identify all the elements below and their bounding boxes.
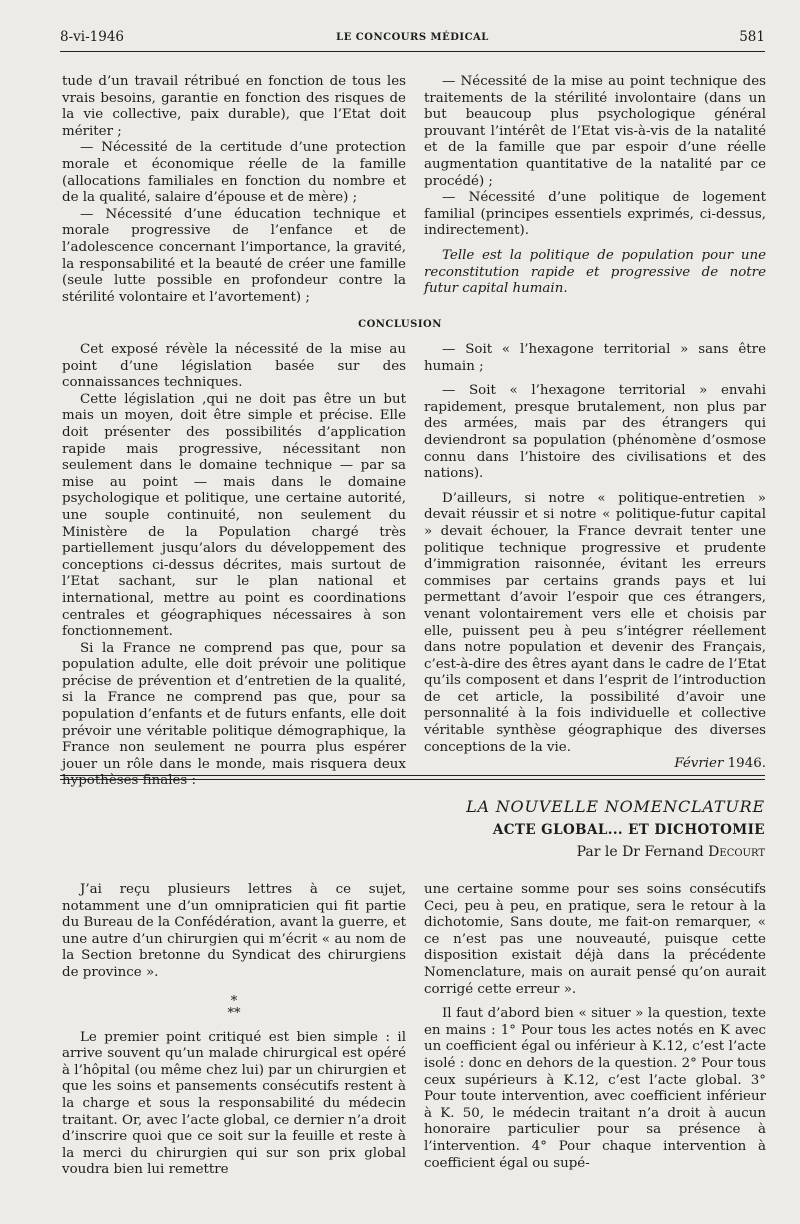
page-number: 581 (739, 29, 765, 45)
paragraph: Si la France ne comprend pas que, pour sa population adulte, elle doit prévoir une politique précise de prévention et d’entretien de la qualité, si la France ne comprend pas que, pour sa population d’enfants et de futurs enfants, elle doit prévoir une véritable politique démographique, la France non seulement ne pourra plus espérer jouer un rôle dans le monde, mais risquera deux hypothèses finales : (62, 640, 406, 789)
section-divider (60, 775, 765, 780)
paragraph: Le premier point critiqué est bien simple : il arrive souvent qu’un malade chirurgical est opéré à l’hôpital (ou même chez lui) par un chirurgien et que les soins et pansements consécutifs restent à la charge et sous la responsabilité du médecin traitant. Or, avec l’acte global, ce dernier n’a droit d’inscrire quoi que ce soit sur la feuille et reste à la merci du chirurgien qui sur son prix global voudra bien lui remettre (62, 1029, 406, 1178)
paragraph: Telle est la politique de population pour une reconstitution rapide et progressive de notre futur capital humain. (424, 247, 766, 297)
article-title: ACTE GLOBAL... ET DICHOTOMIE (492, 822, 765, 838)
paragraph: — Nécessité d’une politique de logement familial (principes essentiels exprimés, ci-dessus, indirectement). (424, 190, 766, 239)
paragraph: Il faut d’abord bien « situer » la question, texte en mains : 1° Pour tous les actes notés en K avec un coefficient égal ou inférieur à K.12, c’est l’acte isolé : donc en dehors de la question. 2° Pour tous ceux supérieurs à K.12, c’est l’acte global. 3° Pour toute intervention, avec coefficient inférieur à K. 50, le médecin traitant n’a droit à aucun honoraire particulier pour sa présence à l’intervention. 4° Pour chaque intervention à coefficient égal ou supé- (424, 1006, 766, 1171)
paragraph: Cet exposé révèle la nécessité de la mise au point d’une législation basée sur des connaissances techniques. (62, 342, 406, 391)
conclusion-right-column (424, 342, 766, 773)
top-left-column (62, 74, 406, 306)
issue-date: 8-vi-1946 (60, 29, 125, 45)
paragraph: une certaine somme pour ses soins consécutifs Ceci, peu à peu, en pratique, sera le retour à la dichotomie, Sans doute, me fait-on remarquer, « ce n’est pas une nouveauté, puisque cette disposition existait déjà dans la précédente Nomenclature, mais on aurait pensé qu’on aurait corrigé cette erreur ». (424, 882, 766, 997)
running-header (60, 29, 765, 49)
asterism: * ** (227, 993, 241, 1021)
article-right-column (424, 882, 766, 1172)
paragraph: — Soit « l’hexagone territorial » envahi rapidement, presque brutalement, non plus par des armées, mais par des étrangers qui deviendront sa population (phénomène d’osmose connu dans l’histoire des civilisations et des nations). (424, 383, 766, 482)
header-rule (60, 51, 765, 52)
top-right-column (424, 74, 766, 298)
paragraph: J’ai reçu plusieurs lettres à ce sujet, notamment une d’un omnipraticien qui fit partie du Bureau de la Confédération, avant la guerre, et une autre d’un chirurgien qui m’écrit « au nom de la Section bretonne du Syndicat des chirurgiens de province ». (62, 882, 406, 980)
article-left-column (62, 882, 406, 1179)
article-series-title: LA NOUVELLE NOMENCLATURE (466, 797, 765, 816)
paragraph: D’ailleurs, si notre « politique-entretien » devait réussir et si notre « politique-futur capital » devait échouer, la France devrait tenter une politique technique progressive et prudente d’immigration raisonnée, évitant les erreurs commises par certains grands pays et lui permettant d’avoir l’espoir que ces étrangers, venant volontairement vers elle et choisis par elle, puissent peu à peu s’intégrer réellement dans notre population et devenir des Français, c’est-à-dire des êtres ayant dans le cadre de l’Etat qu’ils composent et dans l’esprit de l’introduction de cet article, la possibilité d’avoir une personnalité à la fois individuelle et collective véritable synthèse géographique des diverses conceptions de la vie. (424, 490, 766, 755)
journal-name: LE CONCOURS MÉDICAL (336, 32, 489, 43)
paragraph: — Soit « l’hexagone territorial » sans être humain ; (424, 342, 766, 374)
conclusion-left-column (62, 342, 406, 790)
paragraph: tude d’un travail rétribué en fonction de tous les vrais besoins, garantie en fonction des risques de la vie collective, paix durable), que l’Etat doit mériter ; (62, 74, 406, 139)
signature-month: Février (674, 756, 724, 772)
byline-prefix: Par le Dr Fernand (576, 844, 704, 860)
signature-year: 1946. (727, 756, 766, 772)
conclusion-heading: CONCLUSION (358, 319, 442, 330)
article-byline (400, 844, 765, 860)
paragraph: Cette législation ,qui ne doit pas être un but mais un moyen, doit être simple et précise. Elle doit présenter des possibilités d’application rapide mais progressive, nécessitant non seulement dans le domaine technique — par sa mise au point — mais dans le domaine psychologique et politique, une certaine autorité, une souple continuité, non seulement du Ministère de la Population chargé très partiellement jusqu’alors du développement des conceptions ci-dessus décrites, mais surtout de l’Etat sachant, sur le plan national et international, mettre au point es coordinations centrales et géographiques nécessaires à son fonctionnement. (62, 391, 406, 640)
author-name: Decourt (708, 844, 765, 860)
paragraph: — Nécessité de la mise au point technique des traitements de la stérilité involontaire (dans un but beaucoup plus psychologique général prouvant l’intérêt de l’Etat vis-à-vis de la natalité et de la famille que par espoir d’une réelle augmentation quantitative de la natalité par ce procédé) ; (424, 74, 766, 189)
signature-date (424, 756, 766, 773)
paragraph: — Nécessité de la certitude d’une protection morale et économique réelle de la famille (allocations familiales en fonction du nombre et de la qualité, salaire d’épouse et de mère) ; (62, 140, 406, 206)
paragraph: — Nécessité d’une éducation technique et morale progressive de l’enfance et de l’adolescence concernant l’importance, la gravité, la responsabilité et la beauté de créer une famille (seule lutte possible en profondeur contre la stérilité volontaire et l’avortement) ; (62, 206, 406, 305)
